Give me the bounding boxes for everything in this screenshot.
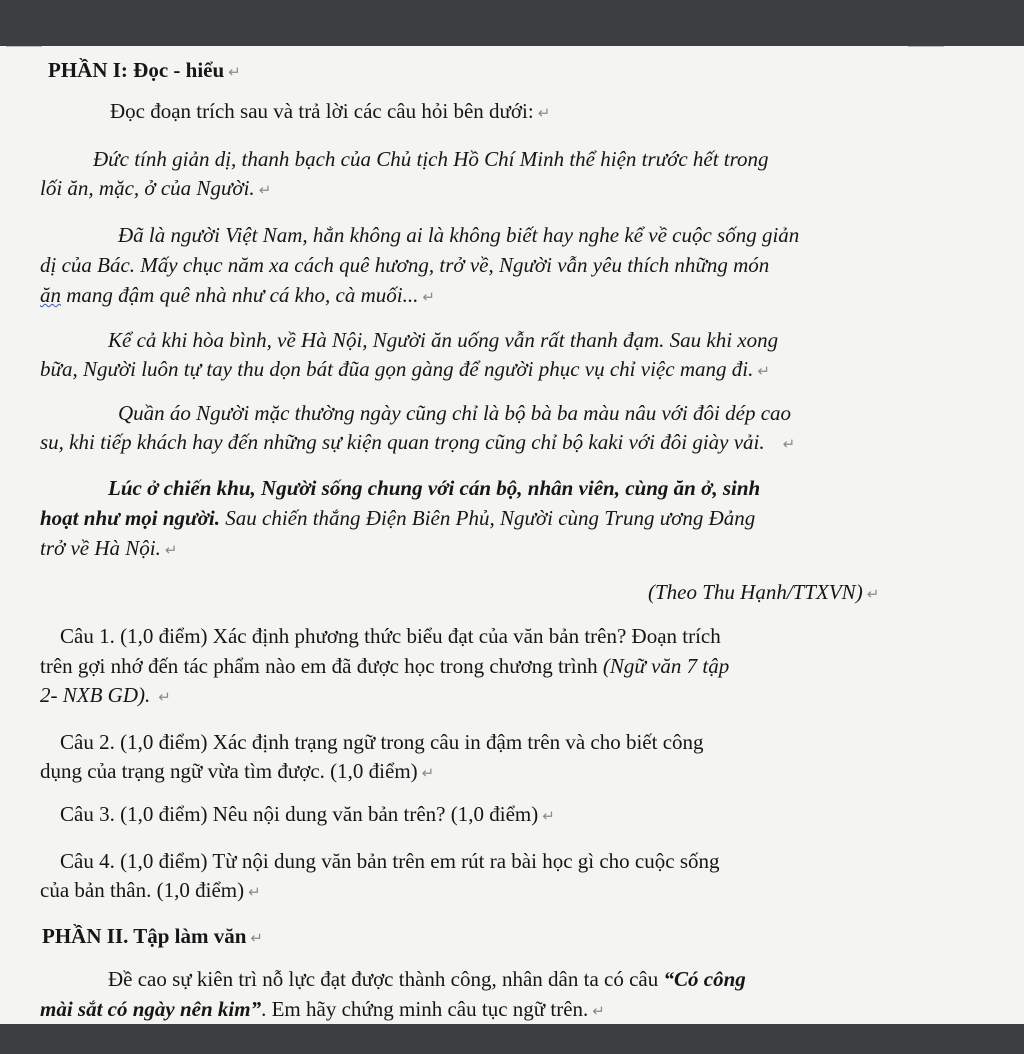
reading-instruction — [110, 98, 550, 128]
question-4-line2 — [40, 877, 261, 907]
question-2-line1: Câu 2. (1,0 điểm) Xác định trạng ngữ trong câu in đậm trên và cho biết công — [60, 730, 704, 754]
question-1-line2 — [40, 653, 729, 680]
part2-heading-text: PHẦN II. Tập làm văn — [42, 924, 247, 948]
bottom-window-bar — [0, 1024, 1024, 1054]
passage-p1-line2-text: lối ăn, mặc, ở của Người. — [40, 176, 255, 200]
passage-p3-line1: Kể cả khi hòa bình, về Hà Nội, Người ăn uống vẫn rất thanh đạm. Sau khi xong — [108, 328, 779, 352]
passage-p5-line2-text: Sau chiến thắng Điện Biên Phủ, Người cùng Trung ương Đảng — [220, 506, 756, 530]
question-1-textbook-ref-end: 2- NXB GD). — [40, 683, 151, 707]
passage-source-text: (Theo Thu Hạnh/TTXVN) — [648, 580, 863, 604]
passage-p3-line2-text: bữa, Người luôn tự tay thu dọn bát đũa gọn gàng để người phục vụ chỉ việc mang đi. — [40, 357, 754, 381]
passage-p1-line1: Đức tính giản dị, thanh bạch của Chủ tịch Hồ Chí Minh thể hiện trước hết trong — [93, 147, 769, 171]
paragraph-mark-icon: ↵ — [542, 809, 555, 825]
part1-heading-text: PHẦN I: Đọc - hiểu — [48, 58, 225, 82]
part2-heading — [42, 923, 263, 953]
spellcheck-underlined-word: ăn — [40, 283, 61, 307]
part1-heading — [48, 57, 241, 87]
paragraph-mark-icon: ↵ — [250, 931, 263, 947]
question-4-line2-text: của bản thân. (1,0 điểm) — [40, 878, 245, 902]
question-1-textbook-ref: (Ngữ văn 7 tập — [602, 654, 730, 678]
passage-p5-line3-text: trở về Hà Nội. — [40, 536, 161, 560]
question-1-line3 — [40, 682, 171, 712]
paragraph-mark-icon: ↵ — [422, 290, 435, 306]
passage-source — [648, 579, 879, 609]
paragraph-mark-icon: ↵ — [866, 587, 880, 603]
paragraph-mark-icon: ↵ — [258, 183, 272, 199]
paragraph-mark-icon: ↵ — [421, 766, 435, 782]
top-window-bar — [0, 0, 1024, 46]
paragraph-mark-icon: ↵ — [164, 543, 178, 559]
essay-prompt-line1 — [108, 966, 746, 993]
question-4-line1: Câu 4. (1,0 điểm) Từ nội dung văn bản trên em rút ra bài học gì cho cuộc sống — [60, 849, 720, 873]
passage-p4-line2 — [40, 429, 795, 459]
passage-p4-line1: Quần áo Người mặc thường ngày cũng chỉ là bộ bà ba màu nâu với đôi dép cao — [118, 401, 792, 425]
question-3-line1 — [60, 801, 555, 831]
essay-prompt-line2 — [40, 996, 605, 1026]
passage-p3-line2 — [40, 356, 770, 386]
page-corner-mark-left — [6, 46, 42, 51]
paragraph-mark-icon: ↵ — [228, 65, 241, 81]
passage-p5-bold-end: hoạt như mọi người. — [40, 506, 220, 530]
page-corner-mark-right — [908, 46, 944, 51]
question-2-line2-text: dụng của trạng ngữ vừa tìm được. (1,0 điểm) — [40, 759, 418, 783]
essay-prompt-line2-text: . Em hãy chứng minh câu tục ngữ trên. — [261, 997, 589, 1021]
passage-p2-line3-text: mang đậm quê nhà như cá kho, cà muối... — [61, 283, 419, 307]
passage-p2-line2: dị của Bác. Mấy chục năm xa cách quê hương, trở về, Người vẫn yêu thích những món — [40, 253, 770, 277]
paragraph-mark-icon: ↵ — [248, 885, 261, 901]
paragraph-mark-icon: ↵ — [537, 106, 551, 122]
passage-p1-line2 — [40, 175, 271, 205]
paragraph-mark-icon: ↵ — [782, 437, 796, 453]
paragraph-mark-icon: ↵ — [158, 690, 171, 706]
essay-proverb-end: mài sắt có ngày nên kim” — [40, 997, 262, 1021]
question-1-line1: Câu 1. (1,0 điểm) Xác định phương thức biểu đạt của văn bản trên? Đoạn trích — [60, 624, 721, 648]
essay-proverb-start: “Có công — [663, 967, 746, 991]
passage-p5-line1: Lúc ở chiến khu, Người sống chung với cán bộ, nhân viên, cùng ăn ở, sinh — [108, 476, 761, 500]
reading-instruction-text: Đọc đoạn trích sau và trả lời các câu hỏi bên dưới: — [110, 99, 534, 123]
passage-p4-line2-text: su, khi tiếp khách hay đến những sự kiện quan trọng cũng chỉ bộ kaki với đôi giày vải. — [40, 430, 765, 454]
question-1-line2-text: trên gợi nhớ đến tác phẩm nào em đã được học trong chương trình — [40, 654, 603, 678]
question-2-line2 — [40, 758, 434, 788]
essay-prompt-line1-text: Đề cao sự kiên trì nỗ lực đạt được thành công, nhân dân ta có câu — [108, 967, 664, 991]
document-page — [0, 46, 1024, 1024]
passage-p5-line3 — [40, 535, 177, 565]
paragraph-mark-icon: ↵ — [757, 364, 770, 380]
paragraph-mark-icon: ↵ — [592, 1004, 605, 1020]
passage-p2-line1: Đã là người Việt Nam, hẳn không ai là không biết hay nghe kể về cuộc sống giản — [118, 223, 800, 247]
question-3-text: Câu 3. (1,0 điểm) Nêu nội dung văn bản trên? (1,0 điểm) — [60, 802, 539, 826]
passage-p5-line2 — [40, 505, 755, 532]
passage-p2-line3 — [40, 282, 435, 312]
